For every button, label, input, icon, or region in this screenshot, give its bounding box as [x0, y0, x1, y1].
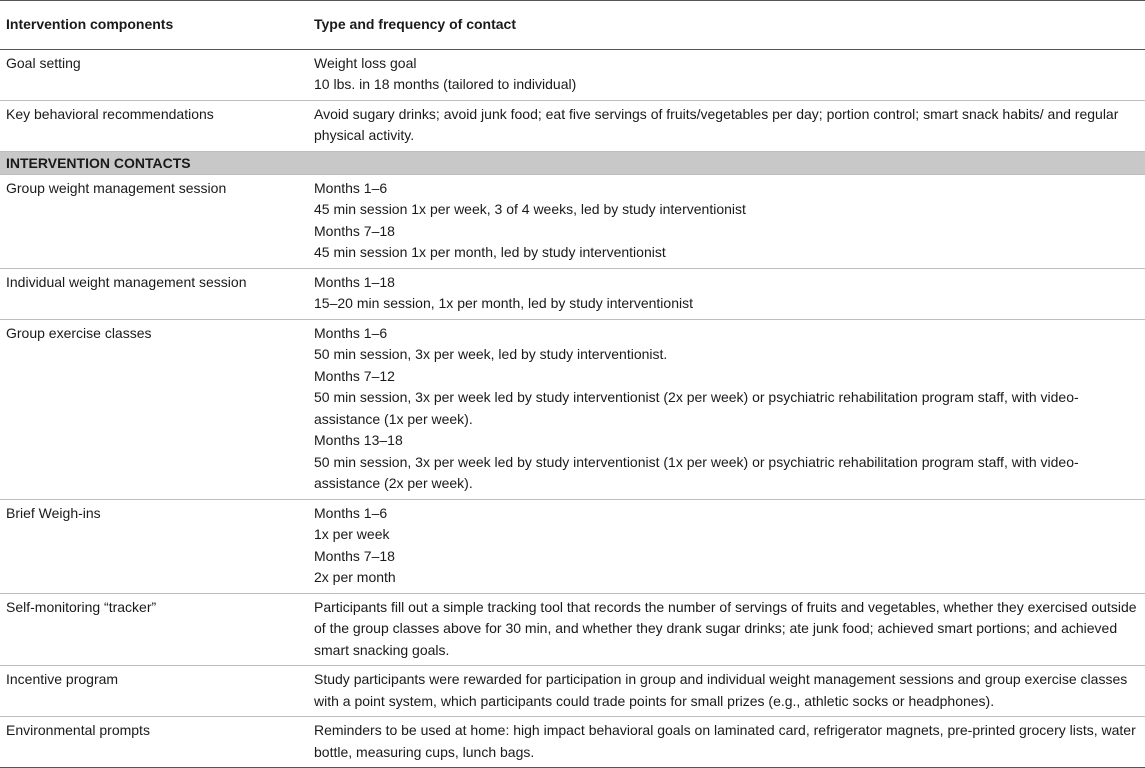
detail-line: Months 7–12 — [314, 367, 395, 384]
section-header: INTERVENTION CONTACTS — [0, 151, 1145, 174]
intervention-component: Goal setting — [0, 49, 308, 100]
detail-line: 15–20 min session, 1x per month, led by study interventionist — [314, 295, 693, 311]
contact-details — [308, 666, 1145, 717]
detail-line: 2x per month — [314, 569, 396, 585]
contact-details — [308, 499, 1145, 593]
intervention-component: Group weight management session — [0, 174, 308, 268]
detail-line: Months 1–6 — [314, 179, 388, 196]
detail-line: 10 lbs. in 18 months (tailored to individual) — [314, 76, 577, 92]
detail-line: 1x per week — [314, 526, 390, 542]
intervention-component: Individual weight management session — [0, 268, 308, 319]
table-row — [0, 49, 1145, 100]
detail-line: Months 7–18 — [314, 222, 395, 239]
contact-details — [308, 268, 1145, 319]
detail-line: 50 min session, 3x per week led by study interventionist (2x per week) or psychiatric rehabilitation program staff, with video-assistance (1x per week). — [314, 389, 1079, 427]
detail-line: Months 7–18 — [314, 547, 395, 564]
header-row — [0, 1, 1145, 50]
contact-details — [308, 593, 1145, 666]
detail-line: 45 min session 1x per month, led by study interventionist — [314, 244, 666, 260]
contact-details — [308, 319, 1145, 499]
detail-line: Months 1–6 — [314, 324, 388, 341]
header-type-frequency: Type and frequency of contact — [308, 1, 1145, 50]
intervention-component: Key behavioral recommendations — [0, 100, 308, 151]
table-body — [0, 49, 1145, 768]
detail-line: Study participants were rewarded for participation in group and individual weight management sessions and group exercise classes with a point system, which participants could trade points for small prizes (e.g., athletic socks or headphones). — [314, 671, 1128, 709]
detail-line: 50 min session, 3x per week led by study interventionist (1x per week) or psychiatric rehabilitation program staff, with video-assistance (2x per week). — [314, 453, 1079, 491]
detail-line: Participants fill out a simple tracking tool that records the number of servings of fruits and vegetables, whether they exercised outside of the group classes above for 30 min, and whether they drank sugar drinks; ate junk food; achieved smart portions; and achieved smart snacking goals. — [314, 598, 1137, 658]
detail-line: 50 min session, 3x per week, led by study interventionist. — [314, 346, 668, 362]
detail-line: Months 1–6 — [314, 504, 388, 521]
detail-line: Reminders to be used at home: high impact behavioral goals on laminated card, refrigerator magnets, pre-printed grocery lists, water bottle, measuring cups, lunch bags. — [314, 722, 1136, 760]
table-row — [0, 319, 1145, 499]
contact-details — [308, 174, 1145, 268]
intervention-component: Brief Weigh-ins — [0, 499, 308, 593]
intervention-component: Self-monitoring “tracker” — [0, 593, 308, 666]
detail-line: 45 min session 1x per week, 3 of 4 weeks, led by study interventionist — [314, 201, 746, 217]
contact-details — [308, 49, 1145, 100]
detail-line: Months 13–18 — [314, 432, 403, 448]
header-intervention-components: Intervention components — [0, 1, 308, 50]
intervention-component: Incentive program — [0, 666, 308, 717]
section-header-row — [0, 151, 1145, 174]
table-row — [0, 174, 1145, 268]
intervention-component: Group exercise classes — [0, 319, 308, 499]
table-row — [0, 666, 1145, 717]
contact-details — [308, 100, 1145, 151]
table-row — [0, 100, 1145, 151]
table-row — [0, 717, 1145, 768]
table-row — [0, 268, 1145, 319]
contact-details — [308, 717, 1145, 768]
table-row — [0, 593, 1145, 666]
intervention-component: Environmental prompts — [0, 717, 308, 768]
table-row — [0, 499, 1145, 593]
detail-line: Months 1–18 — [314, 273, 395, 290]
detail-line: Weight loss goal — [314, 54, 417, 71]
detail-line: Avoid sugary drinks; avoid junk food; eat five servings of fruits/vegetables per day; portion control; smart snack habits/ and regular physical activity. — [314, 105, 1119, 143]
